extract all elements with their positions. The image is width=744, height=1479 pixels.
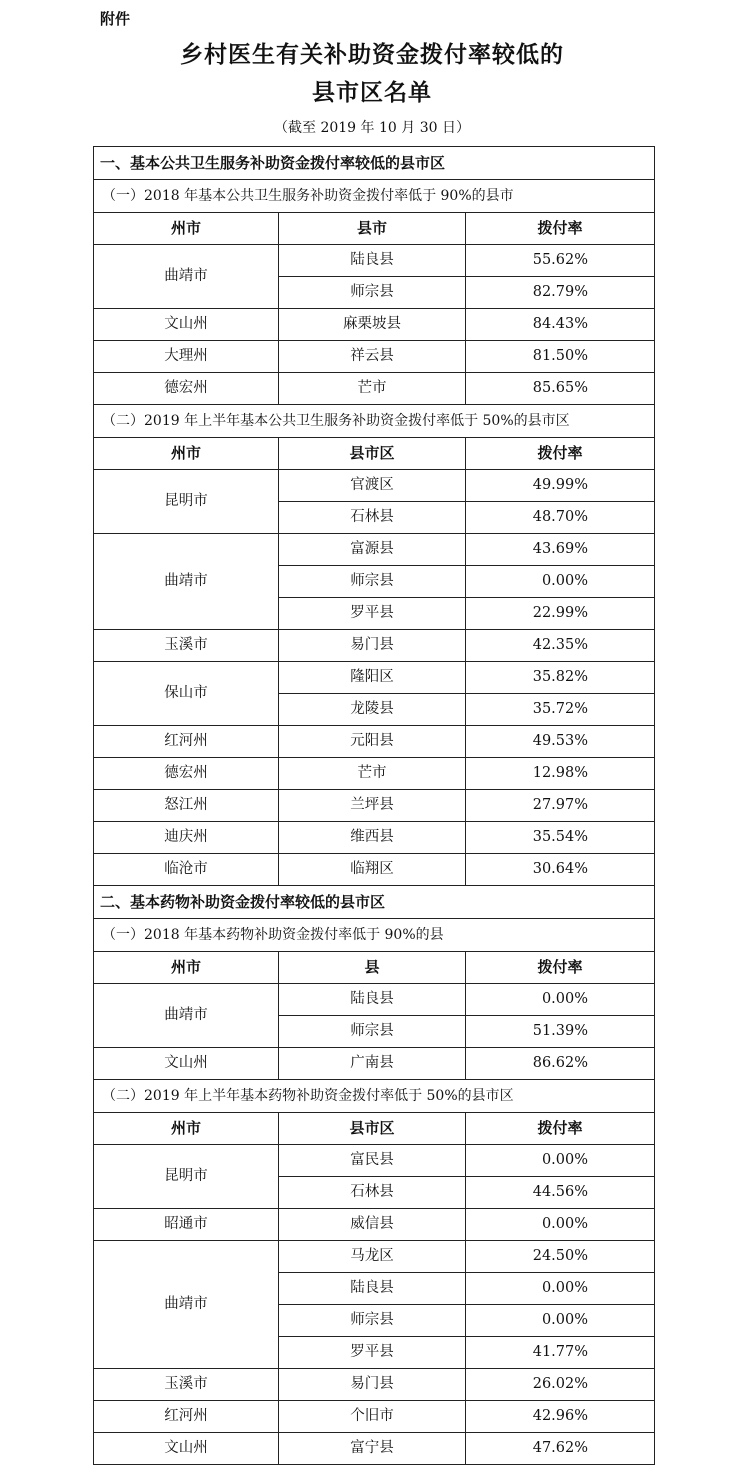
rate-cell: 0.00% xyxy=(466,566,655,598)
subsection-caption: （二）2019 年上半年基本药物补助资金拨付率低于 50%的县市区 xyxy=(94,1080,655,1113)
county-cell: 隆阳区 xyxy=(279,662,466,694)
table-row xyxy=(94,534,655,566)
rate-cell: 85.65% xyxy=(466,373,655,405)
header-county: 县市区 xyxy=(279,1113,466,1145)
prefecture-cell: 大理州 xyxy=(94,341,279,373)
county-cell: 个旧市 xyxy=(279,1401,466,1433)
header-county: 县市区 xyxy=(279,438,466,470)
rate-cell: 44.56% xyxy=(466,1177,655,1209)
header-prefecture: 州市 xyxy=(94,1113,279,1145)
column-header-row xyxy=(94,1113,655,1145)
attachment-label: 附件 xyxy=(100,10,131,28)
rate-cell: 35.72% xyxy=(466,694,655,726)
document-title-line-2: 县市区名单 xyxy=(312,80,432,106)
table-row xyxy=(94,1209,655,1241)
rate-cell: 24.50% xyxy=(466,1241,655,1273)
cutoff-date: （截至 2019 年 10 月 30 日） xyxy=(274,120,470,136)
county-cell: 芒市 xyxy=(279,758,466,790)
table-row xyxy=(94,245,655,277)
section-heading-row xyxy=(94,886,655,919)
column-header-row xyxy=(94,213,655,245)
rate-cell: 84.43% xyxy=(466,309,655,341)
rate-cell: 0.00% xyxy=(466,1305,655,1337)
county-cell: 师宗县 xyxy=(279,277,466,309)
rate-cell: 26.02% xyxy=(466,1369,655,1401)
subsection-caption-row xyxy=(94,919,655,952)
table-row xyxy=(94,1241,655,1273)
rate-cell: 42.96% xyxy=(466,1401,655,1433)
header-rate: 拨付率 xyxy=(466,952,655,984)
rate-cell: 81.50% xyxy=(466,341,655,373)
prefecture-cell: 德宏州 xyxy=(94,758,279,790)
rate-cell: 55.62% xyxy=(466,245,655,277)
county-cell: 师宗县 xyxy=(279,1016,466,1048)
county-cell: 陆良县 xyxy=(279,245,466,277)
subsection-caption-row xyxy=(94,1080,655,1113)
rate-cell: 0.00% xyxy=(466,1145,655,1177)
county-cell: 威信县 xyxy=(279,1209,466,1241)
subsection-caption-row xyxy=(94,405,655,438)
county-cell: 师宗县 xyxy=(279,566,466,598)
rate-cell: 0.00% xyxy=(466,1273,655,1305)
rate-cell: 12.98% xyxy=(466,758,655,790)
rate-cell: 48.70% xyxy=(466,502,655,534)
prefecture-cell: 迪庆州 xyxy=(94,822,279,854)
rate-cell: 49.99% xyxy=(466,470,655,502)
county-cell: 龙陵县 xyxy=(279,694,466,726)
column-header-row xyxy=(94,952,655,984)
prefecture-cell: 曲靖市 xyxy=(94,1241,279,1369)
table-row xyxy=(94,758,655,790)
county-cell: 石林县 xyxy=(279,502,466,534)
subsection-caption: （一）2018 年基本药物补助资金拨付率低于 90%的县 xyxy=(94,919,655,952)
county-cell: 麻栗坡县 xyxy=(279,309,466,341)
county-cell: 元阳县 xyxy=(279,726,466,758)
table-row xyxy=(94,984,655,1016)
table-row xyxy=(94,1369,655,1401)
document-title-line-1: 乡村医生有关补助资金拨付率较低的 xyxy=(180,42,564,68)
county-cell: 罗平县 xyxy=(279,1337,466,1369)
county-cell: 富民县 xyxy=(279,1145,466,1177)
subsection-caption: （一）2018 年基本公共卫生服务补助资金拨付率低于 90%的县市 xyxy=(94,180,655,213)
prefecture-cell: 昆明市 xyxy=(94,470,279,534)
prefecture-cell: 文山州 xyxy=(94,309,279,341)
prefecture-cell: 红河州 xyxy=(94,1401,279,1433)
prefecture-cell: 临沧市 xyxy=(94,854,279,886)
table-row xyxy=(94,373,655,405)
table-row xyxy=(94,1145,655,1177)
county-cell: 官渡区 xyxy=(279,470,466,502)
rate-cell: 0.00% xyxy=(466,1209,655,1241)
header-rate: 拨付率 xyxy=(466,438,655,470)
header-prefecture: 州市 xyxy=(94,438,279,470)
header-rate: 拨付率 xyxy=(466,1113,655,1145)
table-row xyxy=(94,822,655,854)
rate-cell: 35.54% xyxy=(466,822,655,854)
section-heading: 一、基本公共卫生服务补助资金拨付率较低的县市区 xyxy=(94,147,655,180)
header-prefecture: 州市 xyxy=(94,213,279,245)
prefecture-cell: 文山州 xyxy=(94,1433,279,1465)
rate-cell: 82.79% xyxy=(466,277,655,309)
header-rate: 拨付率 xyxy=(466,213,655,245)
prefecture-cell: 曲靖市 xyxy=(94,984,279,1048)
prefecture-cell: 玉溪市 xyxy=(94,630,279,662)
prefecture-cell: 昆明市 xyxy=(94,1145,279,1209)
table-row xyxy=(94,1433,655,1465)
county-cell: 师宗县 xyxy=(279,1305,466,1337)
county-cell: 祥云县 xyxy=(279,341,466,373)
county-cell: 富宁县 xyxy=(279,1433,466,1465)
county-cell: 马龙区 xyxy=(279,1241,466,1273)
rate-cell: 41.77% xyxy=(466,1337,655,1369)
rate-cell: 86.62% xyxy=(466,1048,655,1080)
county-cell: 罗平县 xyxy=(279,598,466,630)
prefecture-cell: 红河州 xyxy=(94,726,279,758)
rate-cell: 35.82% xyxy=(466,662,655,694)
county-list-table xyxy=(93,146,655,1465)
prefecture-cell: 文山州 xyxy=(94,1048,279,1080)
subsection-caption-row xyxy=(94,180,655,213)
rate-cell: 49.53% xyxy=(466,726,655,758)
county-cell: 陆良县 xyxy=(279,1273,466,1305)
table-row xyxy=(94,341,655,373)
table-row xyxy=(94,662,655,694)
table-row xyxy=(94,726,655,758)
table-row xyxy=(94,630,655,662)
column-header-row xyxy=(94,438,655,470)
county-cell: 广南县 xyxy=(279,1048,466,1080)
rate-cell: 22.99% xyxy=(466,598,655,630)
header-county: 县市 xyxy=(279,213,466,245)
table-row xyxy=(94,309,655,341)
section-heading: 二、基本药物补助资金拨付率较低的县市区 xyxy=(94,886,655,919)
county-cell: 芒市 xyxy=(279,373,466,405)
subsection-caption: （二）2019 年上半年基本公共卫生服务补助资金拨付率低于 50%的县市区 xyxy=(94,405,655,438)
rate-cell: 0.00% xyxy=(466,984,655,1016)
prefecture-cell: 曲靖市 xyxy=(94,534,279,630)
county-cell: 陆良县 xyxy=(279,984,466,1016)
rate-cell: 30.64% xyxy=(466,854,655,886)
table-row xyxy=(94,1401,655,1433)
county-cell: 易门县 xyxy=(279,1369,466,1401)
county-cell: 兰坪县 xyxy=(279,790,466,822)
prefecture-cell: 德宏州 xyxy=(94,373,279,405)
county-cell: 临翔区 xyxy=(279,854,466,886)
rate-cell: 42.35% xyxy=(466,630,655,662)
table-row xyxy=(94,854,655,886)
header-prefecture: 州市 xyxy=(94,952,279,984)
table-row xyxy=(94,1048,655,1080)
table-row xyxy=(94,470,655,502)
prefecture-cell: 保山市 xyxy=(94,662,279,726)
prefecture-cell: 昭通市 xyxy=(94,1209,279,1241)
prefecture-cell: 曲靖市 xyxy=(94,245,279,309)
county-cell: 维西县 xyxy=(279,822,466,854)
table-row xyxy=(94,790,655,822)
rate-cell: 27.97% xyxy=(466,790,655,822)
rate-cell: 51.39% xyxy=(466,1016,655,1048)
county-cell: 石林县 xyxy=(279,1177,466,1209)
rate-cell: 43.69% xyxy=(466,534,655,566)
section-heading-row xyxy=(94,147,655,180)
county-cell: 富源县 xyxy=(279,534,466,566)
prefecture-cell: 怒江州 xyxy=(94,790,279,822)
header-county: 县 xyxy=(279,952,466,984)
rate-cell: 47.62% xyxy=(466,1433,655,1465)
county-cell: 易门县 xyxy=(279,630,466,662)
prefecture-cell: 玉溪市 xyxy=(94,1369,279,1401)
